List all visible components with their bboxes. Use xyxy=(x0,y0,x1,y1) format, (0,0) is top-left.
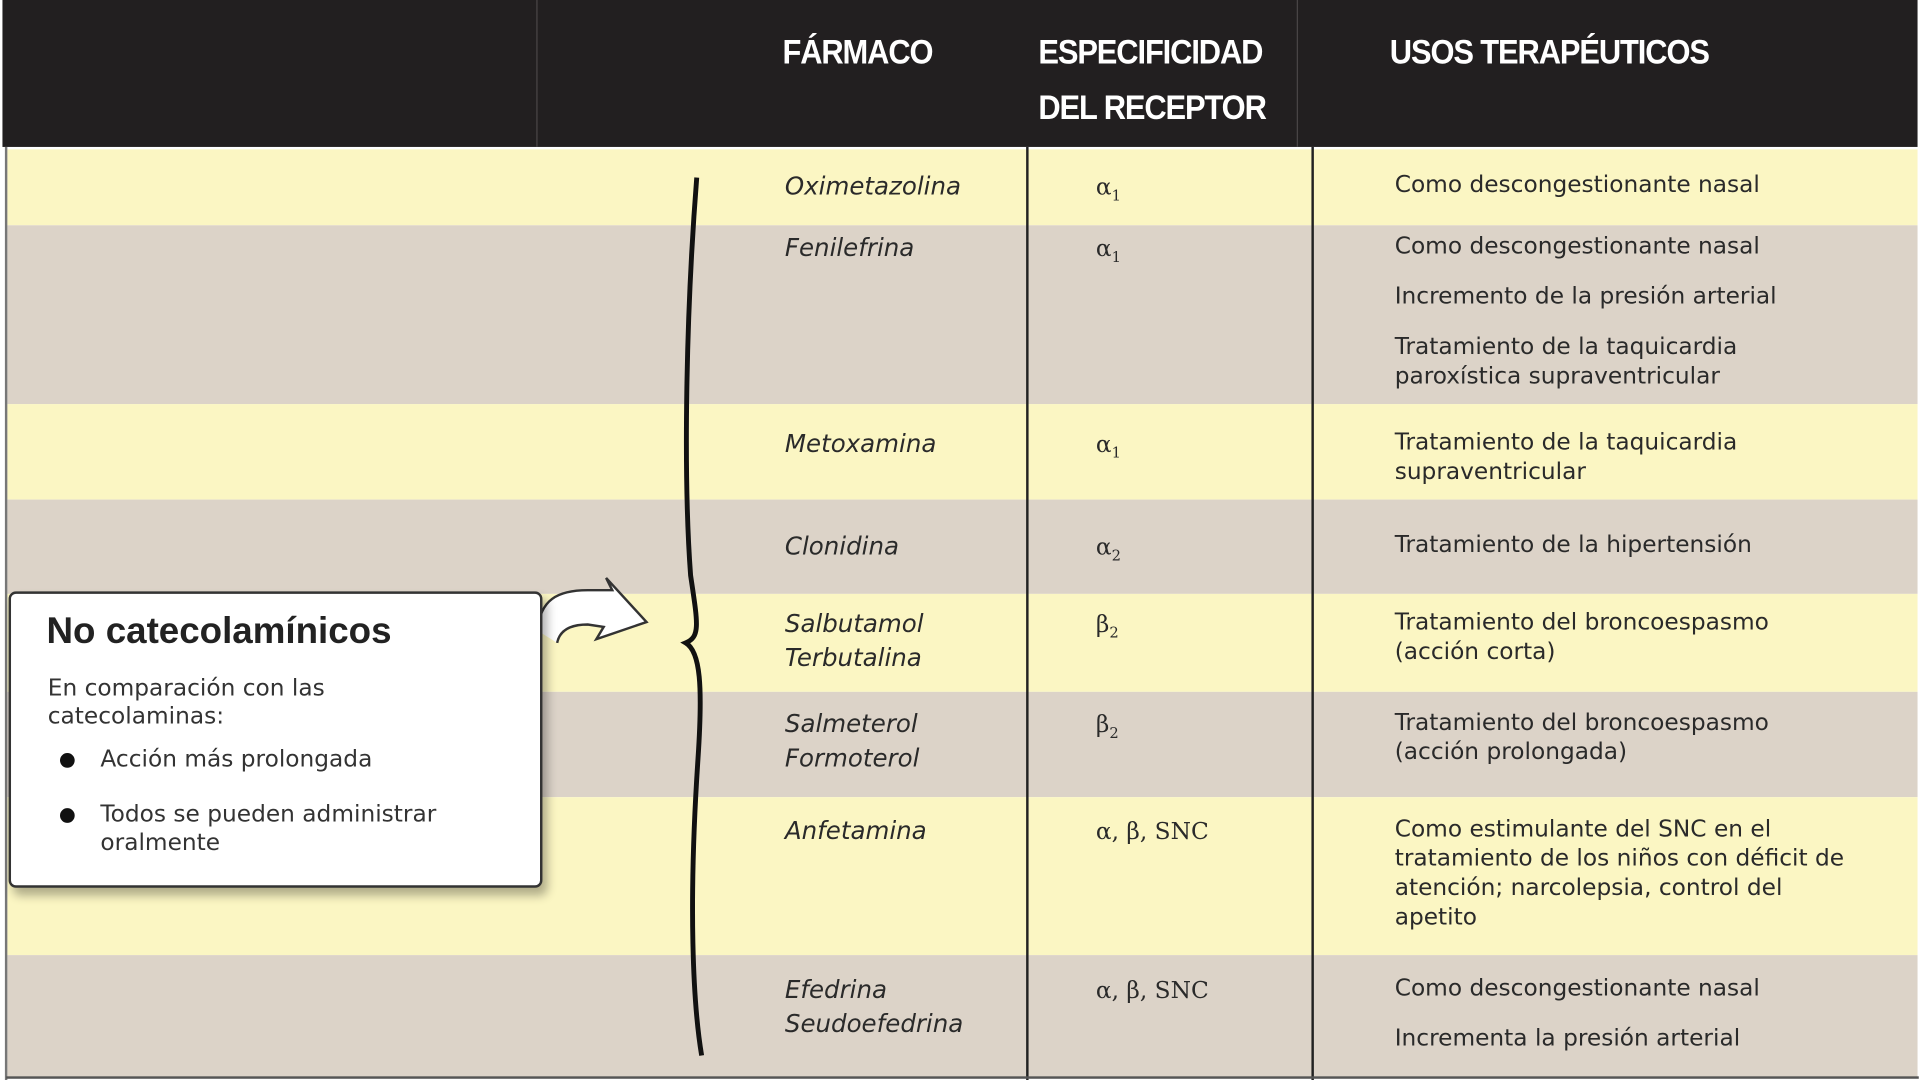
therapeutic-use: Incremento de la presión arterial xyxy=(1394,282,1777,310)
drug-name-line: Formoterol xyxy=(784,743,920,773)
receptor-subtype: 2 xyxy=(1111,547,1122,565)
bullet-icon xyxy=(60,753,75,768)
drug-name xyxy=(785,230,914,264)
receptor-symbol: α xyxy=(1095,431,1112,458)
receptor-specificity xyxy=(1096,533,1121,571)
header-divider xyxy=(536,0,537,147)
receptor-specificity xyxy=(1096,173,1121,211)
callout-bullet xyxy=(36,746,526,774)
therapeutic-use: Como descongestionante nasal xyxy=(1394,974,1760,1002)
therapeutic-uses xyxy=(1395,814,1848,952)
drug-name-line: Anfetamina xyxy=(784,815,927,845)
therapeutic-uses xyxy=(1395,973,1787,1073)
drug-name-line: Efedrina xyxy=(784,974,888,1005)
column-divider xyxy=(1026,147,1028,1080)
brace-icon xyxy=(661,171,734,1065)
receptor-specificity xyxy=(1096,710,1119,748)
drug-name xyxy=(785,426,936,460)
therapeutic-uses xyxy=(1395,170,1787,220)
bullet-text: Todos se pueden administrar oralmente xyxy=(100,800,437,856)
drug-name xyxy=(785,813,927,847)
drug-name xyxy=(785,529,899,563)
drug-name xyxy=(785,606,924,675)
receptor-subtype: 1 xyxy=(1111,444,1122,462)
receptor-specificity xyxy=(1096,610,1119,648)
callout-title: No catecolamínicos xyxy=(46,611,392,652)
therapeutic-use: Tratamiento de la taquicardia supraventricular xyxy=(1394,428,1738,485)
therapeutic-use: Tratamiento del broncoespasmo (acción prolongada) xyxy=(1394,708,1769,766)
drug-name-line: Fenilefrina xyxy=(784,232,915,263)
callout-no-catecolaminicos xyxy=(9,591,543,887)
receptor-subtype: 2 xyxy=(1109,724,1119,742)
therapeutic-uses xyxy=(1395,427,1787,507)
header-receptor-line1: ESPECIFICIDAD xyxy=(1038,33,1263,72)
drug-name-line: Clonidina xyxy=(784,531,900,561)
drug-name-line: Seudoefedrina xyxy=(784,1008,964,1039)
receptor-symbol: α, β, SNC xyxy=(1095,817,1209,845)
drug-name xyxy=(785,707,920,776)
drug-name-line: Metoxamina xyxy=(784,428,937,458)
receptor-symbol: α, β, SNC xyxy=(1095,977,1209,1005)
therapeutic-use: Como estimulante del SNC en el tratamiento de los niños con déficit de atención; narcolepsia, control del apetito xyxy=(1394,815,1845,931)
header-uses: USOS TERAPÉUTICOS xyxy=(1389,33,1709,72)
therapeutic-uses xyxy=(1395,530,1787,580)
drug-name-line: Salmeterol xyxy=(784,708,918,739)
callout-intro: En comparación con las catecolaminas: xyxy=(47,674,325,730)
table-header xyxy=(2,0,1917,147)
therapeutic-uses xyxy=(1395,231,1787,411)
therapeutic-uses xyxy=(1395,607,1787,687)
table-bottom-border xyxy=(6,1076,1919,1078)
receptor-symbol: β xyxy=(1095,711,1110,739)
header-receptor-line2: DEL RECEPTOR xyxy=(1038,88,1266,127)
therapeutic-use: Como descongestionante nasal xyxy=(1394,171,1760,199)
receptor-subtype: 2 xyxy=(1109,624,1119,642)
bullet-text: Acción más prolongada xyxy=(100,745,373,773)
header-divider xyxy=(1297,0,1298,147)
receptor-subtype: 1 xyxy=(1111,248,1122,266)
receptor-specificity xyxy=(1096,234,1121,272)
callout-bullet xyxy=(36,801,468,857)
receptor-specificity xyxy=(1096,430,1121,468)
therapeutic-use: Tratamiento del broncoespasmo (acción corta) xyxy=(1394,608,1769,665)
header-drug: FÁRMACO xyxy=(782,33,933,72)
drug-name xyxy=(785,169,961,203)
drug-name xyxy=(785,972,963,1041)
drug-name-line: Oximetazolina xyxy=(784,171,961,201)
therapeutic-uses xyxy=(1395,708,1787,788)
therapeutic-use: Incrementa la presión arterial xyxy=(1394,1024,1741,1052)
table-left-border xyxy=(5,147,7,1080)
receptor-specificity xyxy=(1096,817,1209,855)
receptor-symbol: α xyxy=(1095,533,1112,561)
drug-name-line: Salbutamol xyxy=(784,608,924,638)
receptor-symbol: β xyxy=(1095,611,1110,638)
callout-bullets xyxy=(36,746,526,884)
receptor-symbol: α xyxy=(1095,173,1112,201)
receptor-subtype: 1 xyxy=(1111,187,1122,205)
column-divider xyxy=(1311,147,1313,1080)
therapeutic-use: Como descongestionante nasal xyxy=(1394,232,1760,260)
bullet-icon xyxy=(60,808,75,823)
therapeutic-use: Tratamiento de la taquicardia paroxística supraventricular xyxy=(1394,333,1738,390)
receptor-symbol: α xyxy=(1095,235,1112,263)
drug-name-line: Terbutalina xyxy=(784,642,922,673)
therapeutic-use: Tratamiento de la hipertensión xyxy=(1394,531,1752,559)
receptor-specificity xyxy=(1096,976,1209,1014)
